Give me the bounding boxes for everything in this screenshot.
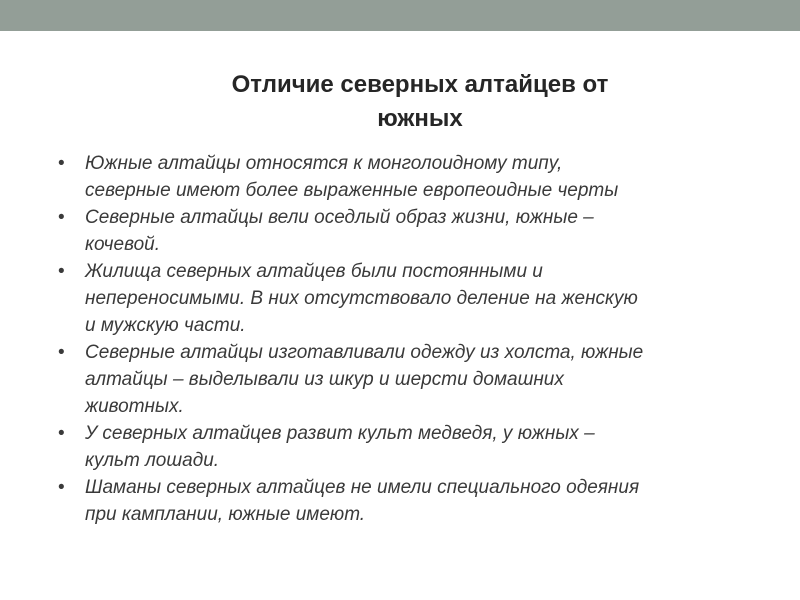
bullet-line: северные имеют более выраженные европеоидные черты: [85, 180, 619, 201]
bullet-item: [58, 339, 748, 420]
bullet-item: [58, 420, 748, 474]
slide-title: [150, 68, 690, 136]
bullet-item: [58, 258, 748, 339]
bullet-item: [58, 474, 748, 528]
bullet-line: культ лошади.: [85, 450, 220, 471]
bullet-list: [58, 150, 748, 528]
bullet-line: У северных алтайцев развит культ медведя, у южных –: [85, 423, 595, 444]
bullet-dot-icon: •: [58, 207, 65, 228]
bullet-line: Южные алтайцы относятся к монголоидному типу,: [85, 153, 563, 174]
bullet-line: при камплании, южные имеют.: [85, 504, 366, 525]
bullet-dot-icon: •: [58, 423, 65, 444]
title-line-2: южных: [377, 105, 463, 132]
bullet-dot-icon: •: [58, 477, 65, 498]
bullet-line: и мужскую части.: [85, 315, 246, 336]
bullet-line: Северные алтайцы изготавливали одежду из холста, южные: [85, 342, 644, 363]
bullet-line: Северные алтайцы вели оседлый образ жизни, южные –: [85, 207, 594, 228]
bullet-item: [58, 150, 748, 204]
bullet-dot-icon: •: [58, 261, 65, 282]
bullet-line: Жилища северных алтайцев были постоянными и: [85, 261, 543, 282]
bullet-line: кочевой.: [85, 234, 160, 255]
top-bar: [0, 0, 800, 31]
bullet-line: Шаманы северных алтайцев не имели специального одеяния: [85, 477, 640, 498]
bullet-line: непереносимыми. В них отсутствовало деление на женскую: [85, 288, 638, 309]
bullet-dot-icon: •: [58, 342, 65, 363]
bullet-line: алтайцы – выделывали из шкур и шерсти домашних: [85, 369, 564, 390]
bullet-item: [58, 204, 748, 258]
bullet-line: животных.: [85, 396, 184, 417]
bullet-dot-icon: •: [58, 153, 65, 174]
title-line-1: Отличие северных алтайцев от: [231, 71, 609, 98]
